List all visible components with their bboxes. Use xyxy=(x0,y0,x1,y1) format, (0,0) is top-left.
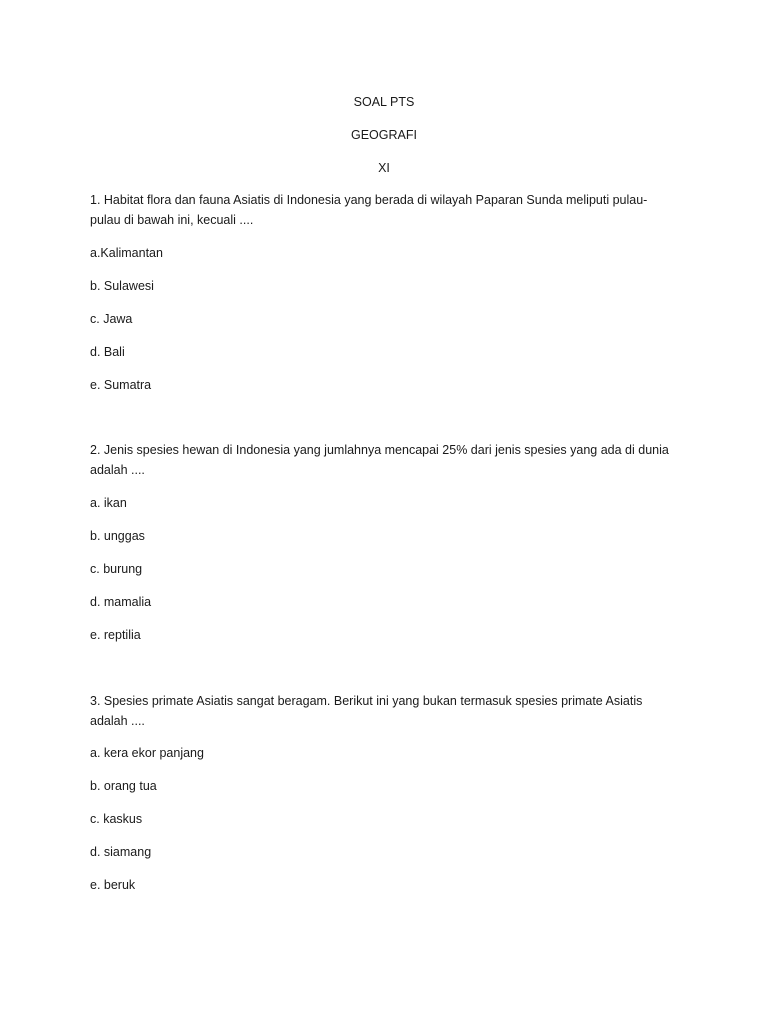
question-2-option-d: d. mamalia xyxy=(90,595,152,609)
question-3-option-c: c. kaskus xyxy=(90,812,143,826)
question-1-option-c: c. Jawa xyxy=(90,312,133,326)
question-1-option-d: d. Bali xyxy=(90,345,125,359)
question-3-option-b: b. orang tua xyxy=(90,779,157,793)
question-3-option-e: e. beruk xyxy=(90,878,136,892)
question-1-stem-line-2: pulau di bawah ini, kecuali .... xyxy=(90,213,254,227)
question-1-stem-line-1: 1. Habitat flora dan fauna Asiatis di Indonesia yang berada di wilayah Paparan Sunda meliputi pulau- xyxy=(90,193,648,207)
question-3-stem-line-2: adalah .... xyxy=(90,714,145,728)
question-1-option-e: e. Sumatra xyxy=(90,378,152,392)
question-2-option-a: a. ikan xyxy=(90,496,127,510)
document-title: SOAL PTS xyxy=(353,95,415,109)
question-1-option-b: b. Sulawesi xyxy=(90,279,154,293)
question-3-stem-line-1: 3. Spesies primate Asiatis sangat beragam. Berikut ini yang bukan termasuk spesies primate Asiatis xyxy=(90,694,643,708)
question-1-option-a: a.Kalimantan xyxy=(90,246,163,260)
question-3-option-a: a. kera ekor panjang xyxy=(90,746,204,760)
question-2-stem-line-1: 2. Jenis spesies hewan di Indonesia yang jumlahnya mencapai 25% dari jenis spesies yang ada di dunia xyxy=(90,443,669,457)
subject-title: GEOGRAFI xyxy=(351,128,417,142)
question-2-option-c: c. burung xyxy=(90,562,143,576)
question-2-option-e: e. reptilia xyxy=(90,628,141,642)
question-2-option-b: b. unggas xyxy=(90,529,145,543)
grade-label: XI xyxy=(378,161,390,175)
question-2-stem-line-2: adalah .... xyxy=(90,463,145,477)
question-3-option-d: d. siamang xyxy=(90,845,152,859)
